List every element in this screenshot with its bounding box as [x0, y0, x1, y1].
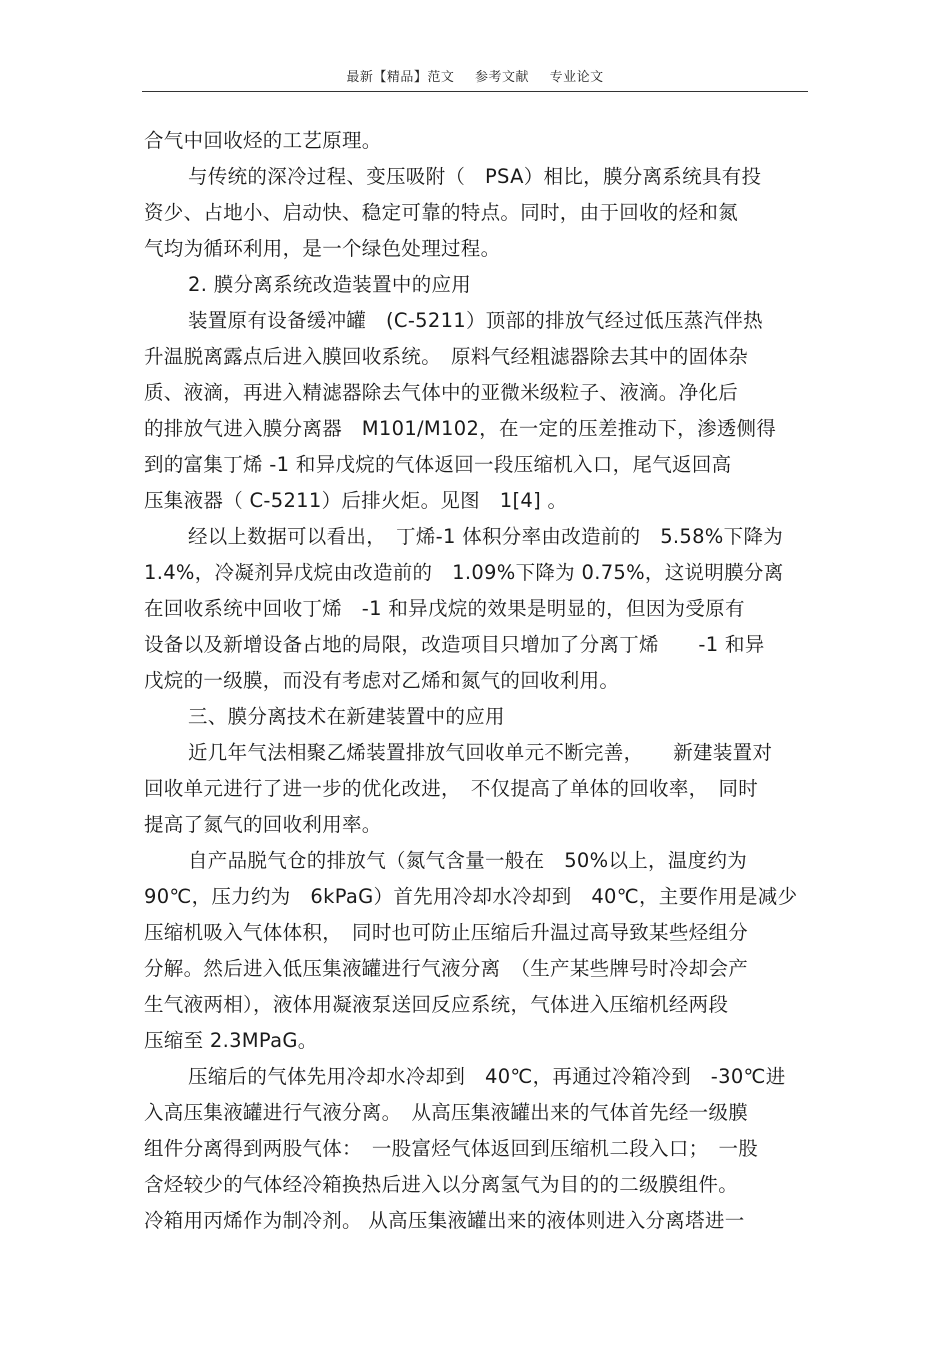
- text-line: 含烃较少的气体经冷箱换热后进入以分离氢气为目的的二级膜组件。: [144, 1173, 739, 1196]
- text-line: 升温脱离露点后进入膜回收系统。 原料气经粗滤器除去其中的固体杂: [144, 345, 749, 368]
- text-line: 质、液滴，再进入精滤器除去气体中的亚微米级粒子、液滴。净化后: [144, 381, 739, 404]
- text-line: 压集液器（ C-5211）后排火炬。见图 1[4] 。: [144, 489, 568, 512]
- text-line: 到的富集丁烯 -1 和异戊烷的气体返回一段压缩机入口，尾气返回高: [144, 453, 732, 476]
- text-line: 合气中回收烃的工艺原理。: [144, 129, 382, 152]
- text-line: 的排放气进入膜分离器 M101/M102，在一定的压差推动下，渗透侧得: [144, 417, 777, 440]
- section-heading: 三、膜分离技术在新建装置中的应用: [188, 705, 505, 728]
- text-line: 压缩机吸入气体体积， 同时也可防止压缩后升温过高导致某些烃组分: [144, 921, 749, 944]
- text-line: 压缩至 2.3MPaG。: [144, 1029, 318, 1052]
- text-line: 组件分离得到两股气体： 一股富烃气体返回到压缩机二段入口； 一股: [144, 1137, 759, 1160]
- text-line: 设备以及新增设备占地的局限，改造项目只增加了分离丁烯 -1 和异: [144, 633, 765, 656]
- text-line: 冷箱用丙烯作为制冷剂。 从高压集液罐出来的液体则进入分离塔进一: [144, 1209, 745, 1232]
- text-line: 提高了氮气的回收利用率。: [144, 813, 382, 836]
- section-heading: 2. 膜分离系统改造装置中的应用: [188, 273, 472, 296]
- text-line: 资少、占地小、启动快、稳定可靠的特点。同时，由于回收的烃和氮: [144, 201, 739, 224]
- text-line: 90℃，压力约为 6kPaG）首先用冷却水冷却到 40℃，主要作用是减少: [144, 885, 798, 908]
- text-line: 分解。然后进入低压集液罐进行气液分离 （生产某些牌号时冷却会产: [144, 957, 749, 980]
- text-line: 在回收系统中回收丁烯 -1 和异戊烷的效果是明显的，但因为受原有: [144, 597, 745, 620]
- header-item-references: 参考文献: [474, 70, 529, 85]
- text-line: 近几年气法相聚乙烯装置排放气回收单元不断完善， 新建装置对: [188, 741, 773, 764]
- text-line: 入高压集液罐进行气液分离。 从高压集液罐出来的气体首先经一级膜: [144, 1101, 749, 1124]
- text-line: 生气液两相），液体用凝液泵送回反应系统，气体进入压缩机经两段: [144, 993, 729, 1016]
- text-line: 与传统的深冷过程、变压吸附（ PSA）相比，膜分离系统具有投: [188, 165, 762, 188]
- text-line: 压缩后的气体先用冷却水冷却到 40℃，再通过冷箱冷到 -30℃进: [188, 1065, 786, 1088]
- header-divider: [142, 91, 808, 92]
- page-header: [142, 66, 808, 85]
- text-line: 自产品脱气仓的排放气（氮气含量一般在 50%以上，温度约为: [188, 849, 748, 872]
- text-line: 回收单元进行了进一步的优化改进， 不仅提高了单体的回收率， 同时: [144, 777, 759, 800]
- text-line: 经以上数据可以看出， 丁烯-1 体积分率由改造前的 5.58%下降为: [188, 525, 784, 548]
- header-item-featured: 最新【精品】范文: [346, 70, 455, 85]
- text-line: 装置原有设备缓冲罐 (C-5211）顶部的排放气经过低压蒸汽伴热: [188, 309, 763, 332]
- header-item-papers: 专业论文: [549, 70, 604, 85]
- text-line: 戊烷的一级膜，而没有考虑对乙烯和氮气的回收利用。: [144, 669, 620, 692]
- text-line: 气均为循环利用，是一个绿色处理过程。: [144, 237, 501, 260]
- text-line: 1.4%，冷凝剂异戊烷由改造前的 1.09%下降为 0.75%，这说明膜分离: [144, 561, 784, 584]
